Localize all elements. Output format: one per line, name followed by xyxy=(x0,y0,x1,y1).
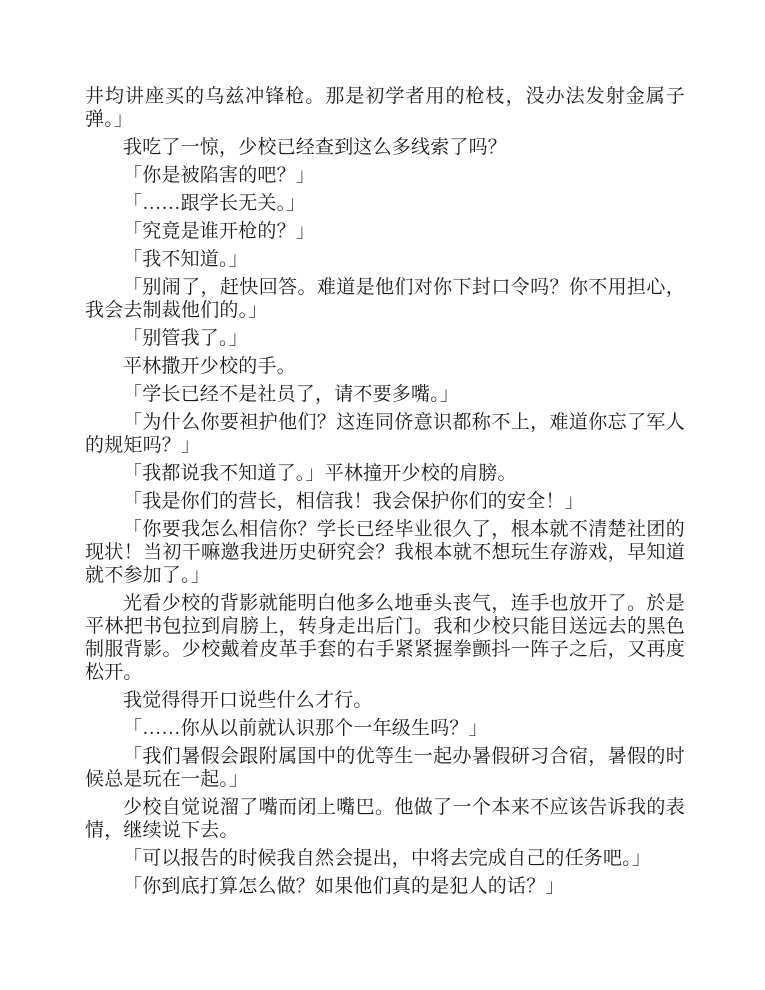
paragraph: 「为什么你要袒护他们？这连同侪意识都称不上，难道你忘了军人的规矩吗？」 xyxy=(85,412,685,456)
paragraph: 「我不知道。」 xyxy=(123,249,248,270)
paragraph: 「别闹了，赶快回答。难道是他们对你下封口令吗？你不用担心，我会去制裁他们的。」 xyxy=(85,277,685,321)
paragraph: 「你要我怎么相信你？学长已经毕业很久了，根本就不清楚社团的现状！当初干嘛邀我进历史研究会？我根本就不想玩生存游戏，早知道就不参加了。」 xyxy=(85,519,685,586)
paragraph: 「我都说我不知道了。」平林撞开少校的肩膀。 xyxy=(123,463,517,484)
paragraph: 「别管我了。」 xyxy=(123,328,248,349)
paragraph: 光看少校的背影就能明白他多么地垂头丧气，连手也放开了。於是平林把书包拉到肩膀上，转身走出后门。我和少校只能目送远去的黑色制服背影。少校戴着皮革手套的右手紧紧握拳颤抖一阵子之后，又再度松开。 xyxy=(85,593,685,683)
novel-text-block xyxy=(85,85,685,898)
paragraph: 井均讲座买的乌兹冲锋枪。那是初学者用的枪枝，没办法发射金属子弹。」 xyxy=(85,86,685,130)
paragraph: 平林撒开少校的手。 xyxy=(123,356,296,377)
paragraph: 「学长已经不是社员了，请不要多嘴。」 xyxy=(123,384,460,405)
paragraph: 少校自觉说溜了嘴而闭上嘴巴。他做了一个本来不应该告诉我的表情，继续说下去。 xyxy=(85,797,685,841)
paragraph: 「可以报告的时候我自然会提出，中将去完成自己的任务吧。」 xyxy=(123,848,652,869)
paragraph: 「……你从以前就认识那个一年级生吗？」 xyxy=(123,718,488,739)
paragraph: 「你是被陷害的吧？」 xyxy=(123,165,316,186)
paragraph: 「我是你们的营长，相信我！我会保护你们的安全！」 xyxy=(123,491,584,512)
paragraph: 「你到底打算怎么做？如果他们真的是犯人的话？」 xyxy=(123,876,565,897)
paragraph: 「究竟是谁开枪的？」 xyxy=(123,221,316,242)
paragraph: 「……跟学长无关。」 xyxy=(123,193,306,214)
paragraph: 我吃了一惊，少校已经查到这么多线索了吗？ xyxy=(123,137,508,158)
paragraph: 「我们暑假会跟附属国中的优等生一起办暑假研习合宿，暑假的时候总是玩在一起。」 xyxy=(85,746,685,790)
paragraph: 我觉得得开口说些什么才行。 xyxy=(123,690,373,711)
